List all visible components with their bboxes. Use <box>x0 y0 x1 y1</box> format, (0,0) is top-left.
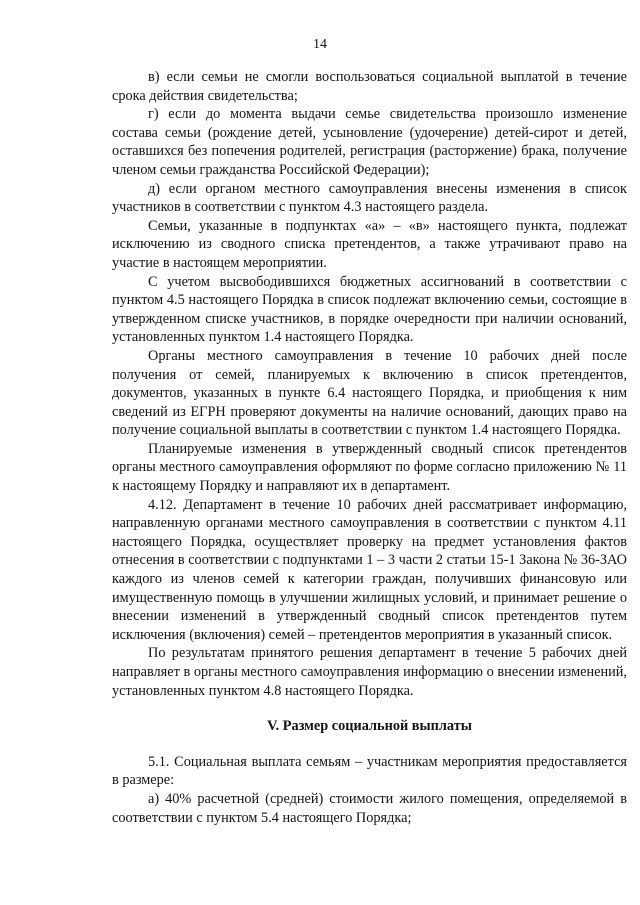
paragraph-verification: Органы местного самоуправления в течение 10 рабочих дней после получения от семей, планируемых к включению в список претендентов, документов, указанных в пункте 6.4 настоящего Порядка, и приобщения к ним сведений из ЕГРН проверяют документы на наличие оснований, дающих право на получение социальной выплаты в соответствии с пунктом 1.4 настоящего Порядка. <box>112 347 627 439</box>
paragraph-item-g: г) если до момента выдачи семье свидетельства произошло изменение состава семьи (рождение детей, усыновление (удочерение) детей-сирот и детей, оставшихся без попечения родителей, регистрация (расторжение) брака, получение членом семьи гражданства Российской Федерации); <box>112 106 627 178</box>
paragraph-results: По результатам принятого решения департамент в течение 5 рабочих дней направляет в органы местного самоуправления информацию о внесении изменений, установленных пунктом 4.8 настоящего Порядка. <box>112 645 627 699</box>
paragraph-planned-changes: Планируемые изменения в утвержденный сводный список претендентов органы местного самоуправления оформляют по форме согласно приложению № 11 к настоящему Порядку и направляют их в департамент. <box>112 440 627 495</box>
paragraph-exclusion: Семьи, указанные в подпунктах «а» – «в» настоящего пункта, подлежат исключению из сводного списка претендентов, а также утрачивают право на участие в настоящем мероприятии. <box>112 217 627 271</box>
paragraph-5-1-a: а) 40% расчетной (средней) стоимости жилого помещения, определяемой в соответствии с пунктом 5.4 настоящего Порядка; <box>112 790 627 826</box>
paragraph-5-1: 5.1. Социальная выплата семьям – участникам мероприятия предоставляется в размере: <box>112 753 627 789</box>
paragraph-4-12: 4.12. Департамент в течение 10 рабочих дней рассматривает информацию, направленную органами местного самоуправления в соответствии с пунктом 4.11 настоящего Порядка, осуществляет проверку на предмет установления фактов отнесения в соответствии с подпунктами 1 – 3 части 2 статьи 15-1 Закона № 36-ЗАО каждого из членов семей к категории граждан, получивших финансовую или имущественную помощь в улучшении жилищных условий, и принимает решение о внесении изменений в утвержденный сводный список претендентов путем исключения (включения) семей – претендентов мероприятия в указанный список. <box>112 496 627 643</box>
paragraph-inclusion: С учетом высвободившихся бюджетных ассигнований в соответствии с пунктом 4.5 настоящего Порядка в список подлежат включению семьи, состоящие в утвержденном списке участников, в порядке очередности при наличии оснований, установленных пунктом 1.4 настоящего Порядка. <box>112 273 627 346</box>
document-body <box>112 68 627 827</box>
paragraph-item-v: в) если семьи не смогли воспользоваться социальной выплатой в течение срока действия свидетельства; <box>112 69 627 104</box>
page-number: 14 <box>313 37 327 52</box>
paragraph-item-d: д) если органом местного самоуправления внесены изменения в список участников в соответствии с пунктом 4.3 настоящего раздела. <box>112 180 627 216</box>
section-heading: V. Размер социальной выплаты <box>267 718 472 735</box>
